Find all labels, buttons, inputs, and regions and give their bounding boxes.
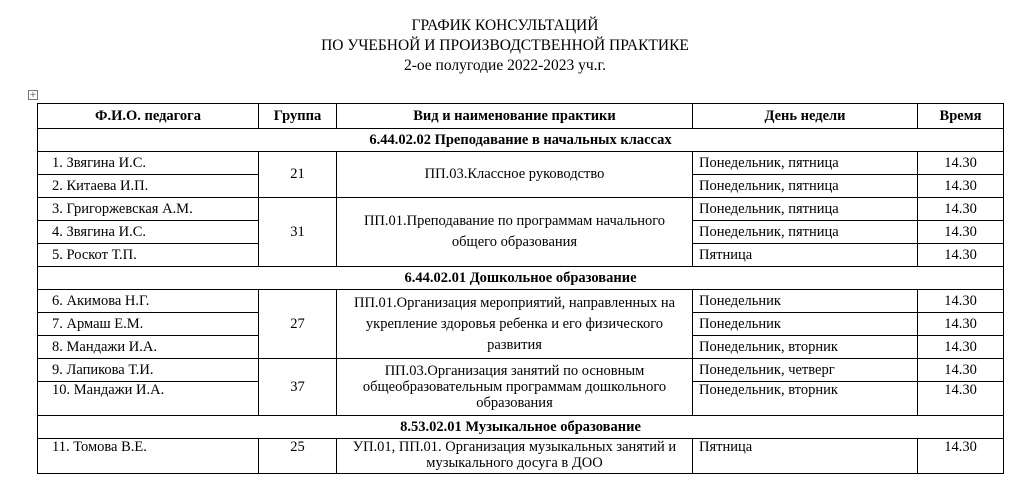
table-row [38, 198, 1004, 221]
group-number: 21 [259, 152, 337, 198]
weekday: Понедельник, четверг [693, 359, 918, 382]
section-title: 6.44.02.02 Преподавание в начальных классах [38, 129, 1004, 152]
section-row [38, 416, 1004, 439]
weekday: Понедельник [693, 313, 918, 336]
weekday: Пятница [693, 244, 918, 267]
weekday: Понедельник, вторник [693, 336, 918, 359]
weekday: Понедельник, пятница [693, 198, 918, 221]
group-number: 25 [259, 439, 337, 474]
time: 14.30 [918, 336, 1004, 359]
section-title: 8.53.02.01 Музыкальное образование [38, 416, 1004, 439]
column-header-practice: Вид и наименование практики [337, 104, 693, 129]
section-row [38, 129, 1004, 152]
doc-title-line-3: 2-ое полугодие 2022-2023 уч.г. [403, 57, 607, 74]
teacher-name: 1. Звягина И.С. [38, 152, 259, 175]
group-number: 31 [259, 198, 337, 267]
weekday: Понедельник, пятница [693, 175, 918, 198]
time: 14.30 [918, 439, 1004, 474]
column-header-weekday: День недели [693, 104, 918, 129]
teacher-name: 7. Армаш Е.М. [38, 313, 259, 336]
weekday: Понедельник, пятница [693, 221, 918, 244]
table-move-handle-icon[interactable]: + [29, 90, 37, 99]
column-header-teacher: Ф.И.О. педагога [38, 104, 259, 129]
weekday: Понедельник, вторник [693, 382, 918, 416]
time: 14.30 [918, 290, 1004, 313]
teacher-name: 6. Акимова Н.Г. [38, 290, 259, 313]
group-number: 37 [259, 359, 337, 416]
teacher-name: 4. Звягина И.С. [38, 221, 259, 244]
time: 14.30 [918, 382, 1004, 416]
doc-title-line-2: ПО УЧЕБНОЙ И ПРОИЗВОДСТВЕННОЙ ПРАКТИКЕ [321, 37, 689, 54]
time: 14.30 [918, 313, 1004, 336]
weekday: Понедельник [693, 290, 918, 313]
practice-description: УП.01, ПП.01. Организация музыкальных занятий и музыкального досуга в ДОО [337, 439, 693, 474]
teacher-name: 9. Лапикова Т.И. [38, 359, 259, 382]
time: 14.30 [918, 152, 1004, 175]
teacher-name: 10. Мандажи И.А. [38, 382, 259, 416]
practice-description: ПП.03.Организация занятий по основным общеобразовательным программам дошкольного образования [337, 359, 693, 416]
section-row [38, 267, 1004, 290]
teacher-name: 3. Григоржевская А.М. [38, 198, 259, 221]
practice-description: ПП.03.Классное руководство [337, 152, 693, 198]
teacher-name: 5. Роскот Т.П. [38, 244, 259, 267]
time: 14.30 [918, 198, 1004, 221]
teacher-name: 8. Мандажи И.А. [38, 336, 259, 359]
column-header-group: Группа [259, 104, 337, 129]
doc-title-line-1: ГРАФИК КОНСУЛЬТАЦИЙ [411, 17, 599, 34]
section-title: 6.44.02.01 Дошкольное образование [38, 267, 1004, 290]
time: 14.30 [918, 244, 1004, 267]
table-row [38, 359, 1004, 382]
column-header-time: Время [918, 104, 1004, 129]
weekday: Пятница [693, 439, 918, 474]
table-row [38, 290, 1004, 313]
group-number: 27 [259, 290, 337, 359]
consultation-schedule-table [37, 103, 1004, 474]
practice-description: ПП.01.Организация мероприятий, направленных на укрепление здоровья ребенка и его физического развития [337, 290, 693, 359]
table-row [38, 439, 1004, 474]
time: 14.30 [918, 221, 1004, 244]
time: 14.30 [918, 359, 1004, 382]
teacher-name: 11. Томова В.Е. [38, 439, 259, 474]
practice-description: ПП.01.Преподавание по программам начального общего образования [337, 198, 693, 267]
table-header-row [38, 104, 1004, 129]
weekday: Понедельник, пятница [693, 152, 918, 175]
time: 14.30 [918, 175, 1004, 198]
teacher-name: 2. Китаева И.П. [38, 175, 259, 198]
table-row [38, 152, 1004, 175]
